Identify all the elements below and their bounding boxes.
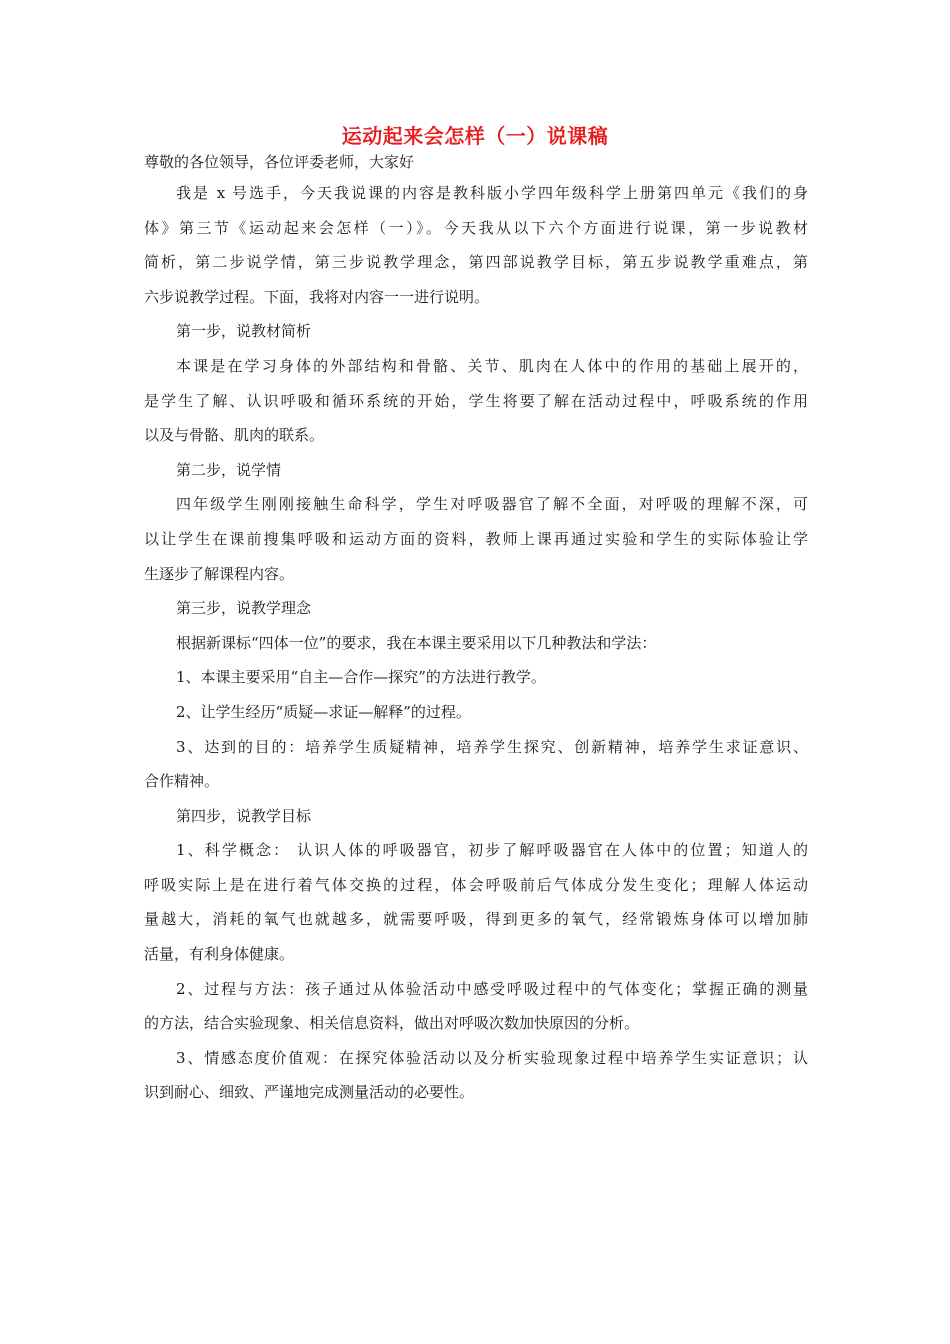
document-line: 尊敬的各位领导，各位评委老师，大家好 — [144, 153, 415, 171]
document-line: 第四步，说教学目标 — [176, 806, 312, 825]
document-line: 根据新课标“四体一位”的要求，我在本课主要采用以下几种教法和学法： — [176, 633, 657, 652]
document-line: 呼吸实际上是在进行着气体交换的过程，体会呼吸前后气体成分发生变化；理解人体运动 — [144, 875, 808, 894]
document-line: 简析，第二步说学情，第三步说教学理念，第四部说教学目标，第五步说教学重难点，第 — [144, 253, 808, 272]
document-line: 活量，有利身体健康。 — [144, 945, 295, 964]
document-line: 本课是在学习身体的外部结构和骨骼、关节、肌肉在人体中的作用的基础上展开的， — [176, 356, 808, 375]
document-line: 3、情感态度价值观：在探究体验活动以及分析实验现象过程中培养学生实证意识；认 — [176, 1048, 808, 1067]
document-line: 的方法，结合实验现象、相关信息资料，做出对呼吸次数加快原因的分析。 — [144, 1014, 640, 1033]
document-line: 以及与骨骼、肌肉的联系。 — [144, 426, 325, 445]
document-line: 第三步，说教学理念 — [176, 599, 312, 618]
document-line: 量越大，消耗的氧气也就越多，就需要呼吸，得到更多的氧气，经常锻炼身体可以增加肺 — [144, 910, 808, 929]
document-title: 运动起来会怎样（一）说课稿 — [341, 124, 609, 148]
document-line: 我是 x 号选手，今天我说课的内容是教科版小学四年级科学上册第四单元《我们的身 — [176, 184, 808, 202]
document-line: 第二步，说学情 — [176, 460, 282, 479]
document-line: 是学生了解、认识呼吸和循环系统的开始，学生将要了解在活动过程中，呼吸系统的作用 — [144, 391, 808, 410]
document-line: 六步说教学过程。下面，我将对内容一一进行说明。 — [144, 287, 490, 306]
document-line: 2、过程与方法：孩子通过从体验活动中感受呼吸过程中的气体变化；掌握正确的测量 — [176, 979, 808, 998]
document-line: 生逐步了解课程内容。 — [144, 564, 295, 583]
document-line: 1、本课主要采用“自主—合作—探究”的方法进行教学。 — [176, 668, 546, 687]
document-line: 合作精神。 — [144, 772, 220, 791]
document-line: 3、达到的目的：培养学生质疑精神，培养学生探究、创新精神，培养学生求证意识、 — [176, 737, 808, 756]
document-line: 四年级学生刚刚接触生命科学，学生对呼吸器官了解不全面，对呼吸的理解不深，可 — [176, 495, 808, 514]
document-line: 2、让学生经历“质疑—求证—解释”的过程。 — [176, 702, 471, 721]
document-line: 以让学生在课前搜集呼吸和运动方面的资料，教师上课再通过实验和学生的实际体验让学 — [144, 529, 808, 548]
document-line: 体》第三节《运动起来会怎样（一）》。今天我从以下六个方面进行说课，第一步说教材 — [144, 218, 808, 237]
document-line: 第一步，说教材简析 — [176, 322, 312, 341]
document-line: 识到耐心、细致、严谨地完成测量活动的必要性。 — [144, 1083, 475, 1102]
document-line: 1、科学概念： 认识人体的呼吸器官，初步了解呼吸器官在人体中的位置；知道人的 — [176, 841, 808, 860]
document-body — [144, 148, 808, 1110]
